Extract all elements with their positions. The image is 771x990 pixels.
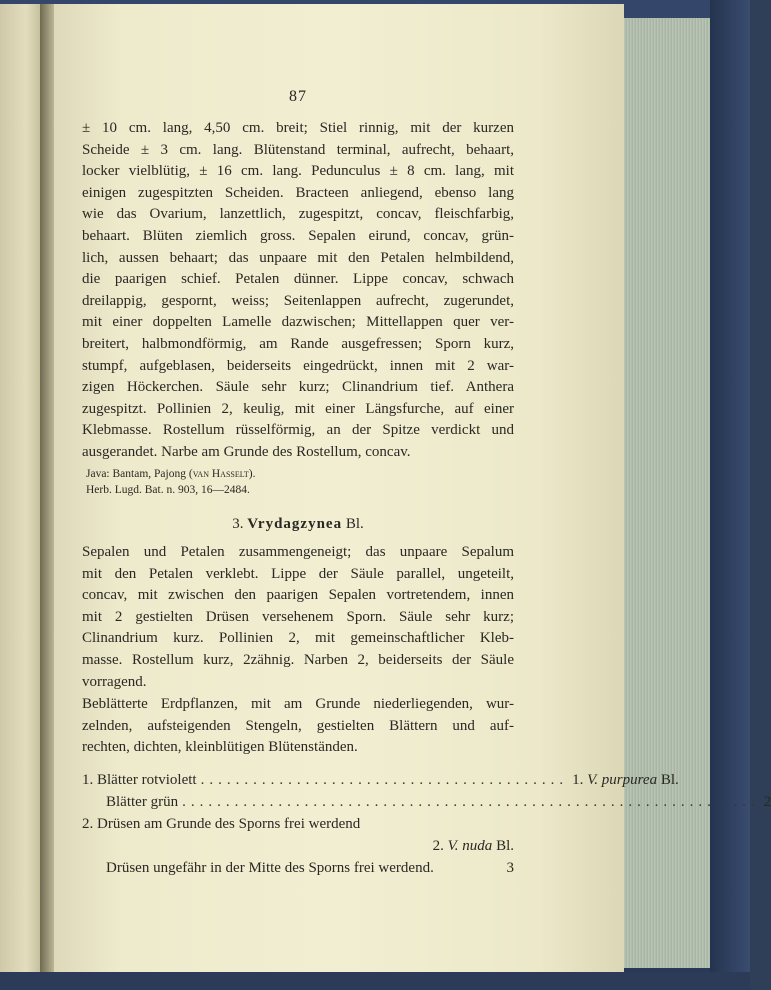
leader-dots: .................................................................. bbox=[182, 794, 760, 810]
key-text: Blätter rotviolett bbox=[97, 772, 197, 788]
text-line: rechten, dichten, kleinblütigen Blütenständen. bbox=[82, 739, 358, 756]
key-reference: 2. V. nuda Bl. bbox=[432, 838, 514, 854]
locality-line: Java: Bantam, Pajong (van Hasselt). bbox=[86, 468, 256, 480]
text-line: Beblätterte Erdpflanzen, mit am Grunde niederliegenden, wur- bbox=[82, 696, 514, 712]
scan-bottom-border bbox=[0, 972, 750, 990]
text-line: stumpf, aufgeblasen, beiderseits eingedrückt, innen mit 2 war- bbox=[82, 357, 514, 374]
key-text: Drüsen am Grunde des Sporns frei werdend bbox=[97, 816, 361, 832]
text-line: vorragend. bbox=[82, 673, 147, 690]
text-line: behaart. Blüten ziemlich gross. Sepalen eirund, concav, grün- bbox=[82, 227, 514, 244]
page-gutter bbox=[40, 4, 54, 972]
text-line: Klebmasse. Rostellum rüsselförmig, an der Spitze verdickt und bbox=[82, 422, 514, 439]
key-row bbox=[82, 814, 514, 836]
key-reference: 1. V. purpurea Bl. bbox=[572, 772, 679, 788]
text-line: Scheide ± 3 cm. lang. Blütenstand terminal, aufrecht, behaart, bbox=[82, 141, 514, 158]
leader-dots: .......................................... bbox=[200, 772, 569, 788]
key-reference: 3 bbox=[506, 860, 514, 876]
genus-author: Bl. bbox=[345, 516, 364, 532]
text-line: mit einer doppelten Lamelle dazwischen; Mittellappen quer ver- bbox=[82, 314, 514, 331]
habit-description bbox=[82, 694, 514, 759]
text-line: lich, aussen behaart; das unpaare mit den Petalen helmbildend, bbox=[82, 249, 514, 266]
key-number: 1. bbox=[82, 772, 94, 788]
genus-description bbox=[82, 542, 514, 693]
section-heading bbox=[82, 514, 514, 536]
text-line: masse. Rostellum kurz, 2zähnig. Narben 2, beiderseits der Säule bbox=[82, 651, 514, 668]
key-row bbox=[82, 770, 679, 792]
species-description bbox=[82, 118, 514, 464]
text-line: dreilappig, gespornt, weiss; Seitenlappen aufrecht, zugerundet, bbox=[82, 292, 514, 309]
page-number: 87 bbox=[289, 88, 307, 105]
section-number: 3. bbox=[232, 516, 244, 532]
key-row bbox=[106, 792, 771, 814]
text-line: zigen Höckerchen. Säule sehr kurz; Clinandrium tief. Anthera bbox=[82, 379, 514, 396]
text-line: concav, mit zwischen den paarigen Sepalen vortretendem, innen bbox=[82, 587, 514, 604]
page-fore-edge bbox=[624, 18, 710, 968]
text-line: ausgerandet. Narbe am Grunde des Rostellum, concav. bbox=[82, 443, 411, 460]
key-text: Drüsen ungefähr in der Mitte des Sporns frei werdend. bbox=[106, 860, 434, 876]
species-name: V. purpurea bbox=[587, 772, 658, 788]
key-reference: 2 bbox=[763, 794, 771, 810]
text-line: wie das Ovarium, lanzettlich, zugespitzt, concav, fleischfarbig, bbox=[82, 206, 514, 223]
key-text: Blätter grün bbox=[106, 794, 179, 810]
text-line: mit den Petalen verklebt. Lippe der Säule parallel, ungeteilt, bbox=[82, 565, 514, 582]
cover-board bbox=[710, 0, 750, 990]
herbarium-line: Herb. Lugd. Bat. n. 903, 16—2484. bbox=[86, 484, 250, 496]
text-line: die paarigen schief. Petalen dünner. Lippe concav, schwach bbox=[82, 271, 514, 288]
key-number: 2. bbox=[82, 816, 94, 832]
text-line: locker vielblütig, ± 16 cm. lang. Pedunculus ± 8 cm. lang, mit bbox=[82, 163, 514, 180]
text-line: zelnden, aufsteigenden Stengeln, gestielten Blättern und auf- bbox=[82, 717, 514, 734]
text-line: zugespitzt. Pollinien 2, keulig, mit einer Längsfurche, auf einer bbox=[82, 400, 514, 417]
text-line: Sepalen und Petalen zusammengeneigt; das unpaare Sepalum bbox=[82, 544, 514, 560]
previous-page-edge bbox=[0, 4, 44, 972]
genus-name: Vrydagzynea bbox=[247, 516, 343, 532]
collector-name: van Hasselt bbox=[192, 468, 249, 480]
text-line: ± 10 cm. lang, 4,50 cm. breit; Stiel rinnig, mit der kurzen bbox=[82, 120, 514, 136]
key-row bbox=[106, 858, 514, 880]
text-line: breitert, halbmondförmig, am Rande ausgefressen; Sporn kurz, bbox=[82, 335, 514, 352]
text-line: Clinandrium kurz. Pollinien 2, mit gemeinschaftlicher Kleb- bbox=[82, 630, 514, 647]
text-line: einigen zugespitzten Scheiden. Bracteen anliegend, ebenso lang bbox=[82, 184, 514, 201]
text-line: mit 2 gestielten Drüsen versehenem Sporn. Säule sehr kurz; bbox=[82, 608, 514, 625]
species-name: V. nuda bbox=[447, 838, 493, 854]
specimen-citation bbox=[86, 466, 518, 498]
